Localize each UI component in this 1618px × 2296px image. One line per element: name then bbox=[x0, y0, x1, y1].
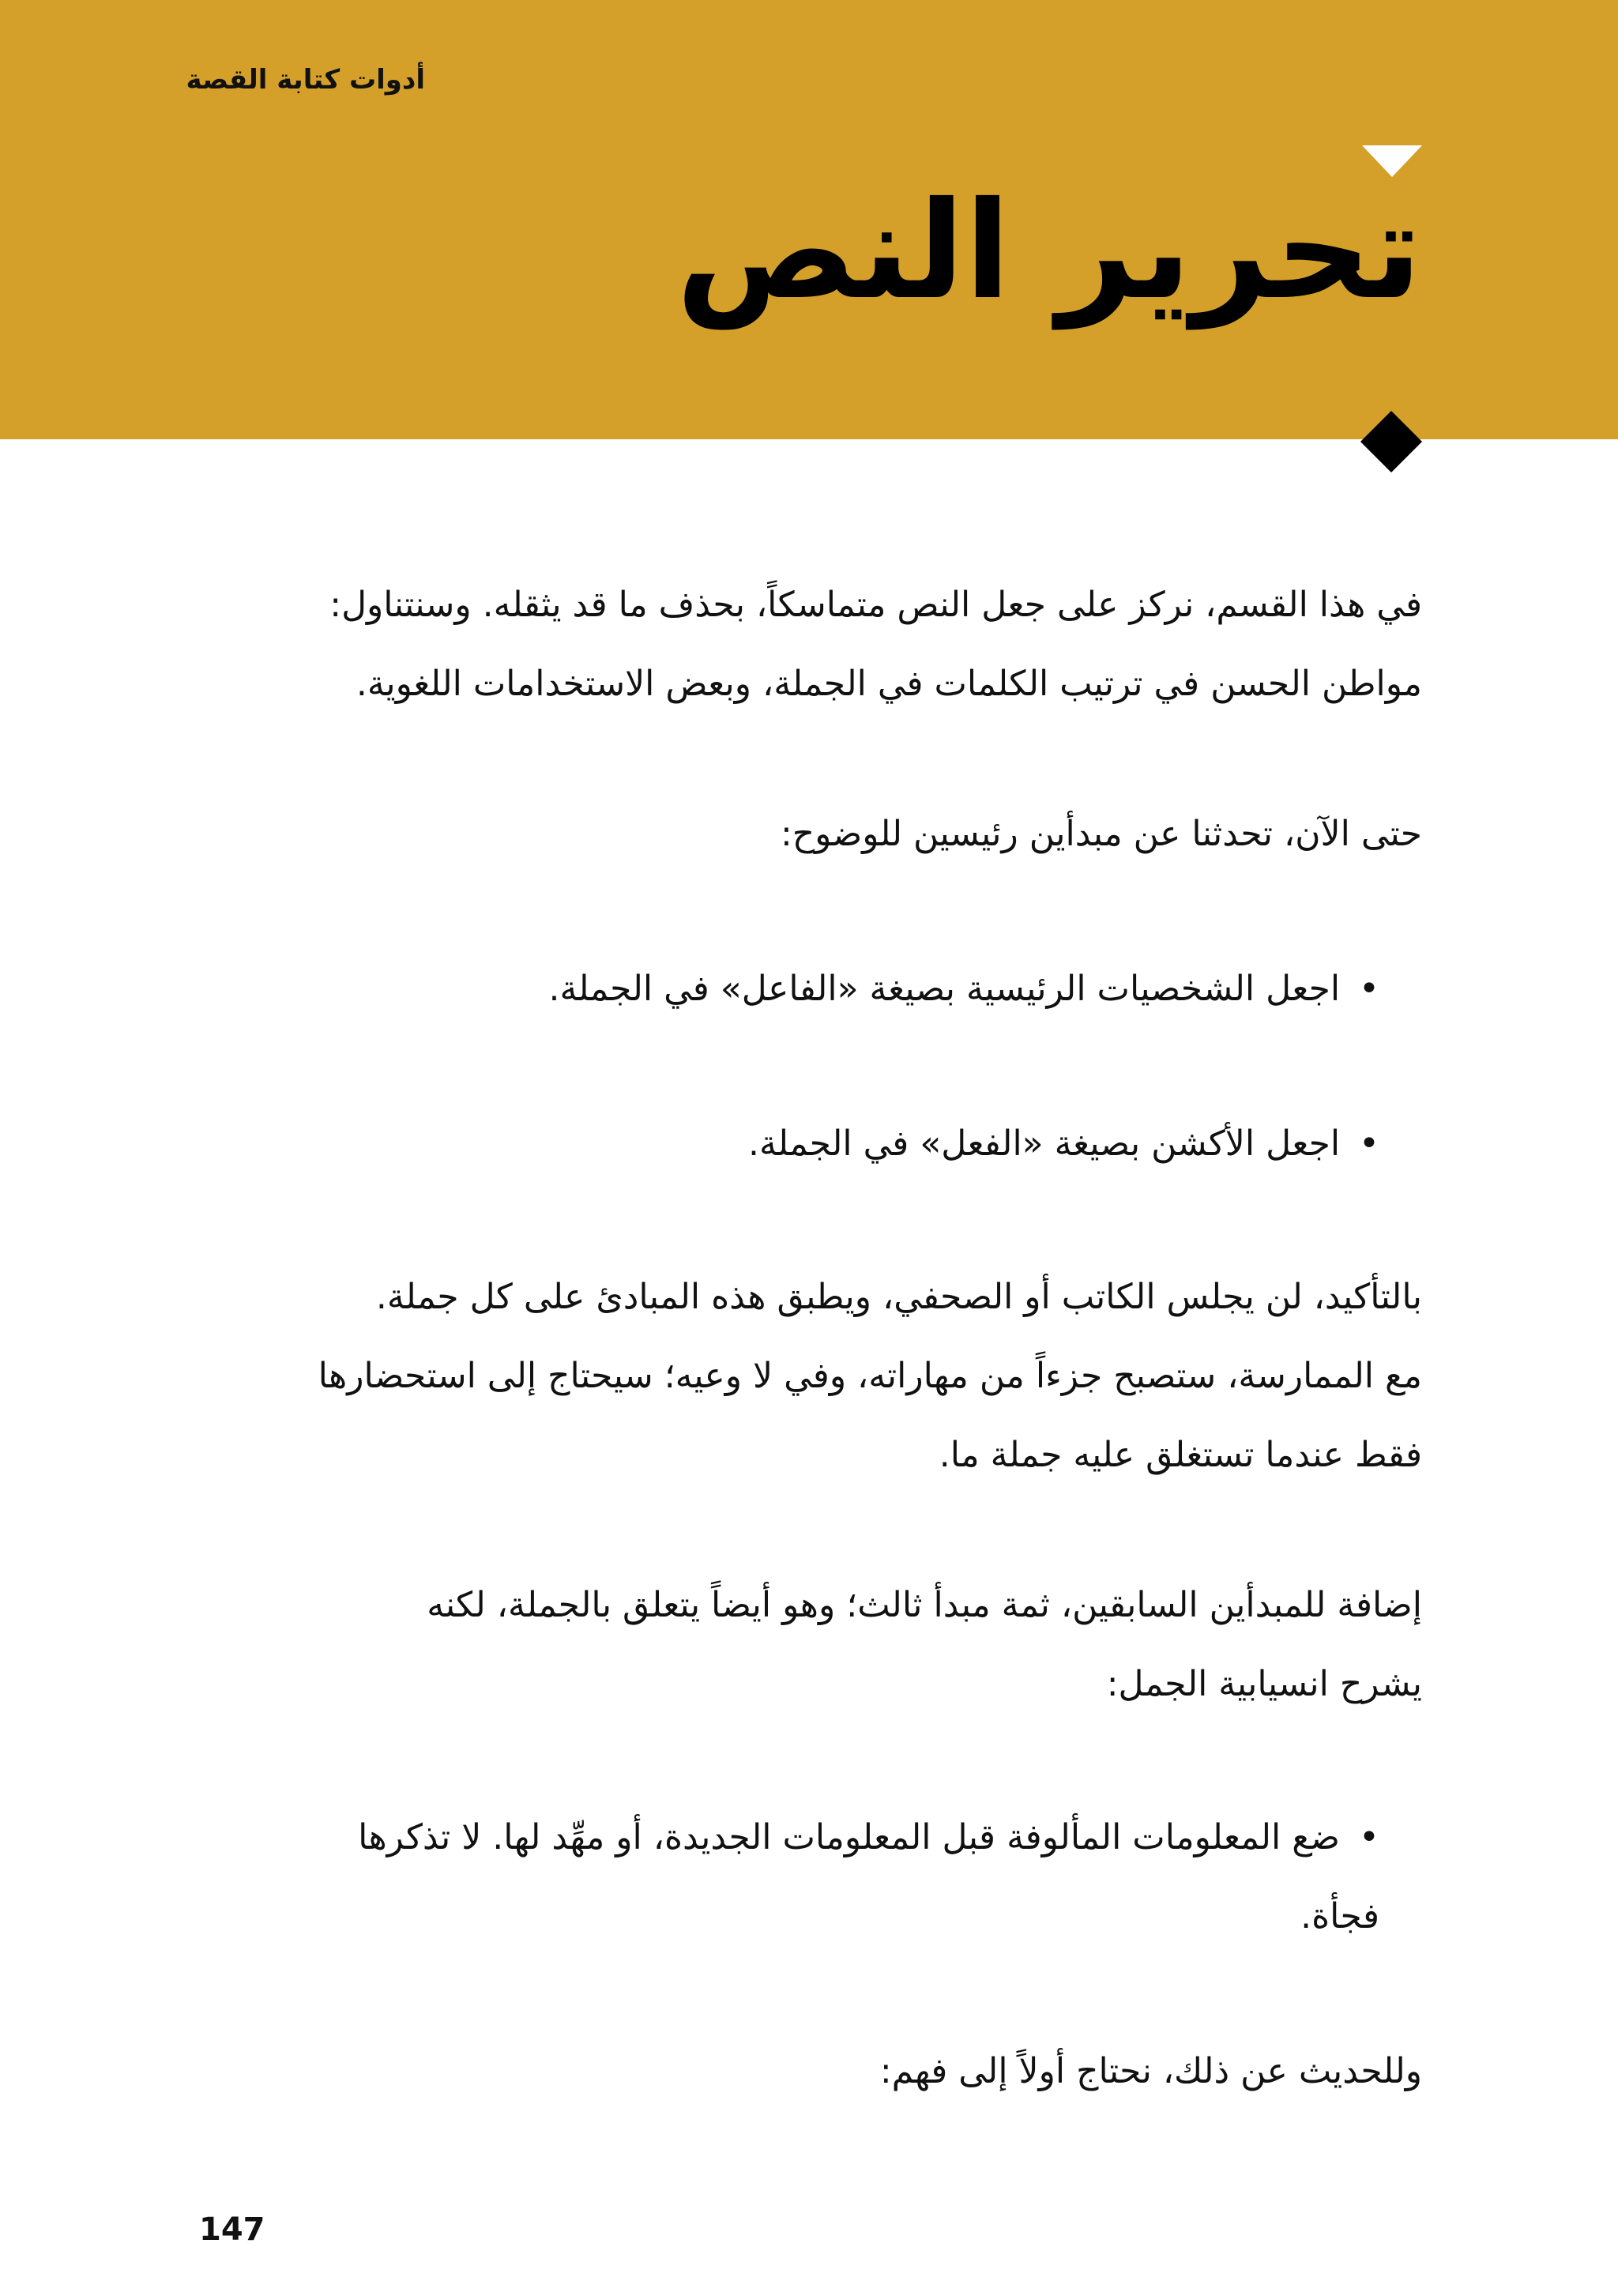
certainty-line-2: مع الممارسة، ستصبح جزءاً من مهاراته، وفي لا وعيه؛ سيحتاج إلى استحضارها bbox=[318, 1356, 1422, 1396]
certainty-line-3: فقط عندما تستغلق عليه جملة ما. bbox=[939, 1435, 1422, 1475]
third-principle-paragraph bbox=[196, 1566, 1422, 1724]
bullet-dot-icon: • bbox=[1359, 1817, 1379, 1858]
bullet-dot-icon: • bbox=[1359, 1124, 1379, 1164]
bullet-item-verb bbox=[194, 1105, 1379, 1184]
bullet-item-subject bbox=[194, 950, 1379, 1029]
bullet-text-familiar-2: فجأة. bbox=[1300, 1896, 1379, 1937]
third-principle-line-2: يشرح انسيابية الجمل: bbox=[1106, 1664, 1422, 1704]
diamond-marker-icon bbox=[1360, 411, 1422, 472]
bullet-dot-icon: • bbox=[1359, 969, 1379, 1009]
bullet-text-familiar-1: ضع المعلومات المألوفة قبل المعلومات الجديدة، أو مهِّد لها. لا تذكرها bbox=[358, 1817, 1341, 1858]
certainty-paragraph bbox=[196, 1258, 1422, 1495]
intro-line-2: مواطن الحسن في ترتيب الكلمات في الجملة، وبعض الاستخدامات اللغوية. bbox=[356, 664, 1422, 704]
chapter-title: تحرير النص bbox=[675, 173, 1422, 329]
bullet-text-verb: اجعل الأكشن بصيغة «الفعل» في الجملة. bbox=[748, 1124, 1341, 1164]
intro-line-1: في هذا القسم، نركز على جعل النص متماسكاً، بحذف ما قد يثقله. وسنتناول: bbox=[329, 585, 1422, 625]
bullet-text-subject: اجعل الشخصيات الرئيسية بصيغة «الفاعل» في الجملة. bbox=[548, 969, 1341, 1009]
certainty-line-1: بالتأكيد، لن يجلس الكاتب أو الصحفي، ويطبق هذه المبادئ على كل جملة. bbox=[375, 1277, 1422, 1317]
running-head: أدوات كتابة القصة bbox=[186, 64, 425, 96]
page-number: 147 bbox=[199, 2211, 265, 2248]
closing-paragraph: وللحديث عن ذلك، نحتاج أولاً إلى فهم: bbox=[879, 2051, 1422, 2091]
third-principle-line-1: إضافة للمبدأين السابقين، ثمة مبدأ ثالث؛ وهو أيضاً يتعلق بالجملة، لكنه bbox=[427, 1585, 1422, 1625]
bullet-line-1 bbox=[194, 1798, 1379, 1877]
bullet-item-familiar-info bbox=[194, 1798, 1379, 1956]
two-principles-paragraph: حتى الآن، تحدثنا عن مبدأين رئيسين للوضوح: bbox=[780, 814, 1422, 854]
chapter-header-band bbox=[0, 0, 1618, 439]
intro-paragraph bbox=[196, 566, 1422, 724]
